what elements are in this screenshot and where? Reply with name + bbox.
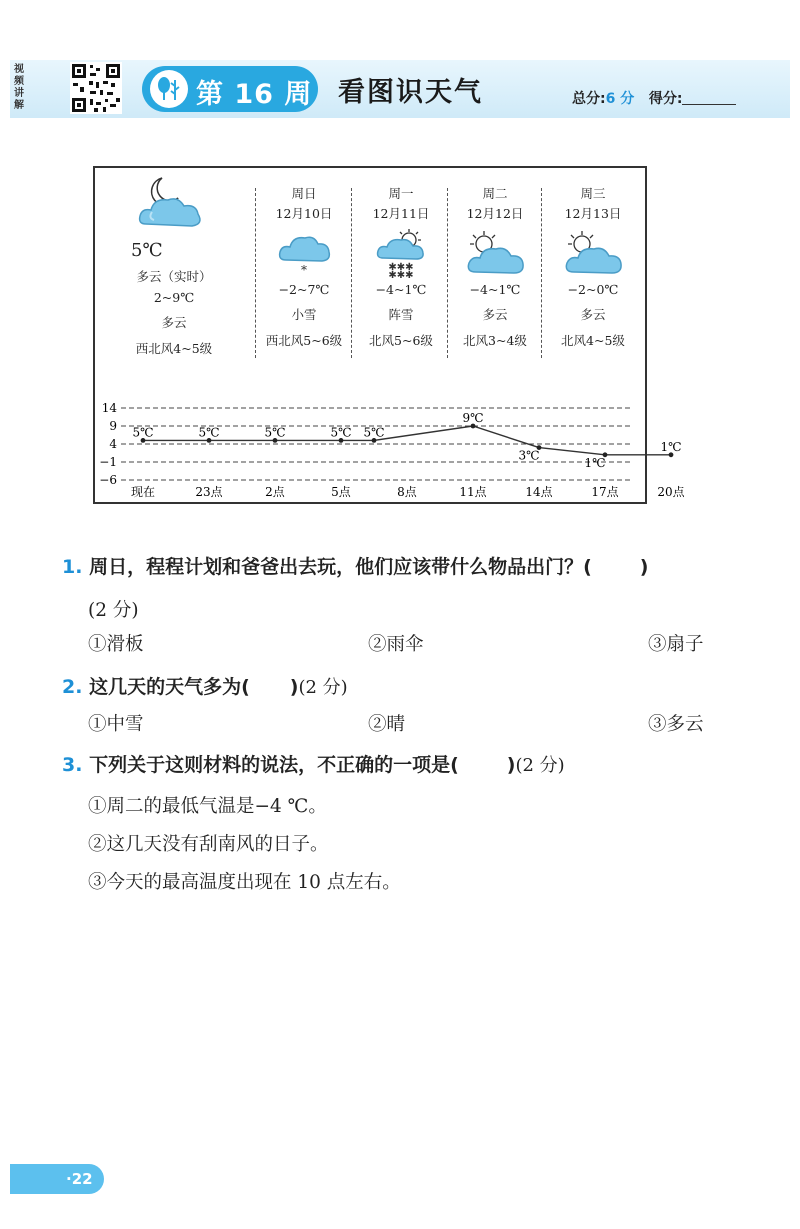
day-range: −4~1℃ — [375, 282, 427, 297]
x-tick-label: 14点 — [525, 485, 553, 499]
question-text: 下列关于这则材料的说法，不正确的一项是( — [89, 754, 459, 776]
divider — [351, 188, 352, 358]
option-3[interactable]: ③多云 — [648, 714, 704, 735]
day-date: 12月10日 — [275, 206, 333, 221]
series-line — [143, 426, 671, 455]
score-area — [572, 88, 736, 108]
now-wind: 西北风4~5级 — [135, 341, 213, 356]
page-title: 看图识天气 — [338, 77, 483, 108]
sun-cloud-icon — [560, 226, 626, 278]
question-close: ) — [639, 556, 649, 578]
data-label: 5℃ — [363, 425, 385, 440]
data-label: 5℃ — [198, 425, 220, 440]
day-name: 周二 — [482, 186, 508, 201]
day-date: 12月13日 — [564, 206, 622, 221]
day-condition: 多云 — [482, 307, 508, 322]
x-tick-label: 23点 — [195, 485, 223, 499]
qr-label: 视频讲解 — [14, 64, 24, 111]
cloud-snow-icon — [274, 226, 334, 278]
question-points: (2 分) — [88, 600, 139, 621]
data-label: 1℃ — [584, 455, 606, 470]
day-column-sun — [259, 184, 349, 349]
day-column-wed — [545, 184, 641, 349]
grid-lines — [121, 408, 631, 480]
option-1[interactable]: ①滑板 — [88, 634, 144, 655]
statement-3[interactable]: ③今天的最高温度出现在 10 点左右。 — [88, 872, 401, 893]
data-label: 3℃ — [518, 448, 540, 463]
question-3 — [62, 750, 565, 777]
day-wind: 北风5~6级 — [369, 333, 433, 348]
total-value: 6 分 — [605, 91, 635, 107]
statement-1[interactable]: ①周二的最低气温是−4 ℃。 — [88, 796, 327, 817]
svg-text:✱✱✱: ✱✱✱ — [388, 262, 414, 273]
sun-cloud-icon — [462, 226, 528, 278]
statement-2[interactable]: ②这几天没有刮南风的日子。 — [88, 834, 329, 855]
option-2[interactable]: ②雨伞 — [368, 634, 424, 655]
now-condition: 多云 — [161, 315, 187, 330]
x-tick-label: 5点 — [331, 485, 351, 499]
data-label: 5℃ — [330, 425, 352, 440]
day-date: 12月12日 — [466, 206, 524, 221]
day-wind: 北风4~5级 — [561, 333, 625, 348]
option-2[interactable]: ②晴 — [368, 714, 406, 735]
day-name: 周日 — [291, 186, 317, 201]
day-range: −2~0℃ — [567, 282, 619, 297]
day-wind: 北风3~4级 — [463, 333, 527, 348]
day-condition: 小雪 — [291, 307, 317, 322]
option-1[interactable]: ①中雪 — [88, 714, 144, 735]
day-name: 周一 — [388, 186, 414, 201]
option-3[interactable]: ③扇子 — [648, 634, 704, 655]
x-tick-label: 现在 — [130, 485, 156, 499]
y-tick-label: 4 — [109, 437, 117, 451]
now-range: 2~9℃ — [153, 290, 195, 305]
divider — [447, 188, 448, 358]
score-label: 得分: — [648, 91, 683, 107]
y-tick-label: 14 — [101, 401, 117, 415]
x-tick-label: 2点 — [265, 485, 285, 499]
data-label: 5℃ — [132, 425, 154, 440]
page-number: ·22 — [66, 1170, 93, 1188]
day-wind: 西北风5~6级 — [265, 333, 343, 348]
question-2 — [62, 672, 348, 699]
day-condition: 多云 — [580, 307, 606, 322]
score-blank[interactable] — [682, 90, 736, 105]
weather-panel — [93, 166, 685, 504]
temperature-chart — [95, 396, 685, 502]
data-label: 1℃ — [660, 439, 682, 454]
qr-code-icon[interactable] — [70, 62, 122, 114]
question-points: (2 分) — [298, 677, 348, 698]
divider — [541, 188, 542, 358]
x-tick-label: 11点 — [459, 485, 487, 499]
day-column-mon — [357, 184, 445, 349]
divider — [255, 188, 256, 358]
y-tick-label: 9 — [109, 419, 117, 433]
moon-cloud-icon — [134, 174, 214, 232]
y-tick-label: −6 — [99, 473, 117, 487]
question-number: 2. — [62, 676, 83, 698]
svg-text:✱✱✱: ✱✱✱ — [388, 270, 414, 281]
data-label: 5℃ — [264, 425, 286, 440]
question-close: ) — [289, 676, 299, 698]
question-text: 这几天的天气多为( — [89, 676, 250, 698]
x-tick-label: 8点 — [397, 485, 417, 499]
svg-text:*: * — [301, 263, 307, 277]
day-column-tue — [451, 184, 539, 349]
now-condition-rt: 多云（实时） — [136, 269, 212, 284]
question-points: (2 分) — [515, 755, 565, 776]
question-number: 1. — [62, 556, 83, 578]
question-number: 3. — [62, 754, 83, 776]
y-tick-labels — [99, 401, 117, 487]
day-range: −4~1℃ — [469, 282, 521, 297]
x-tick-label: 17点 — [591, 485, 619, 499]
x-tick-label: 20点 — [657, 485, 685, 499]
sun-cloud-snow-icon — [371, 226, 431, 281]
day-date: 12月11日 — [372, 206, 430, 221]
tree-icon — [150, 70, 188, 108]
week-title: 第 16 周 — [196, 79, 313, 110]
day-name: 周三 — [580, 186, 606, 201]
question-1 — [62, 552, 648, 579]
question-text: 周日，程程计划和爸爸出去玩，他们应该带什么物品出门？( — [89, 556, 592, 578]
question-close: ) — [506, 754, 516, 776]
x-tick-labels — [131, 484, 686, 499]
data-label: 9℃ — [462, 411, 484, 425]
now-column — [109, 174, 239, 357]
day-condition: 阵雪 — [388, 307, 414, 322]
now-temp: 5℃ — [131, 240, 163, 261]
y-tick-label: −1 — [99, 455, 117, 469]
day-range: −2~7℃ — [278, 282, 330, 297]
total-label: 总分: — [572, 91, 606, 107]
